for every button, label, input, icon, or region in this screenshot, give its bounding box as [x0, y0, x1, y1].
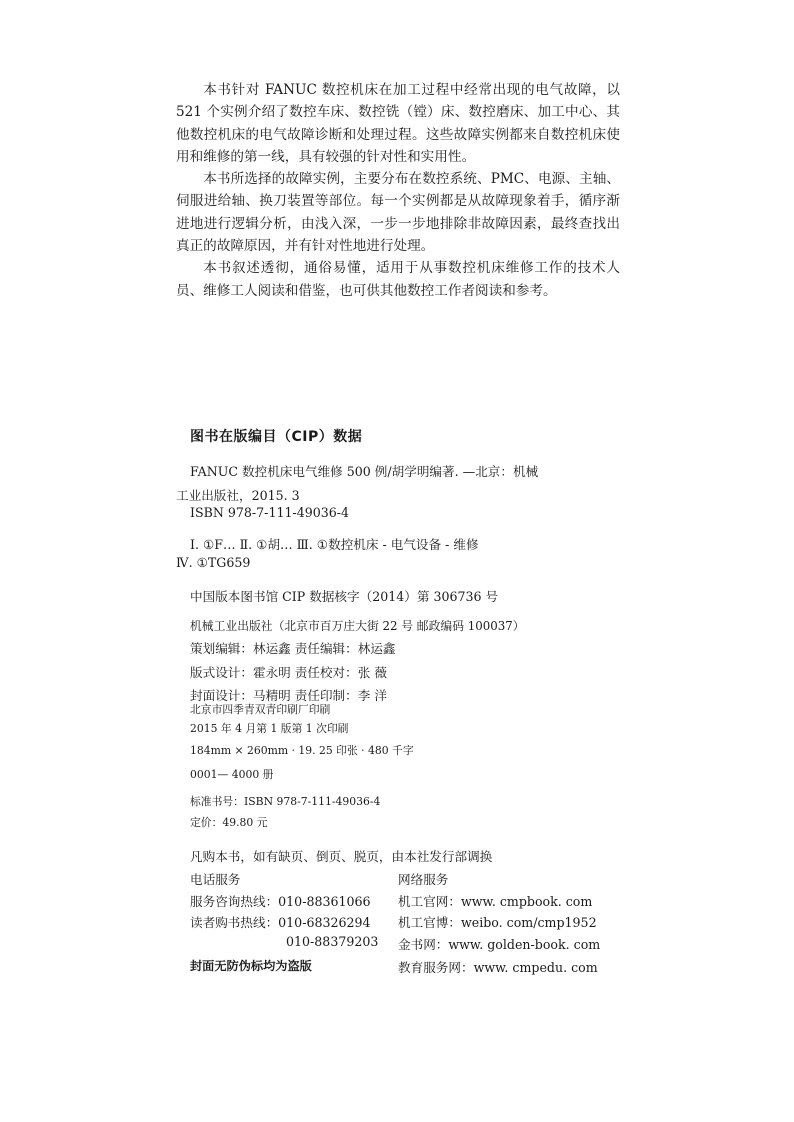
std-number: 标准书号：ISBN 978-7-111-49036-4 — [190, 795, 381, 808]
cip-record-line2: 工业出版社，2015. 3 — [176, 488, 300, 503]
hotline: 服务咨询热线：010-88361066 — [190, 894, 371, 909]
cip-record-line1: FANUC 数控机床电气维修 500 例/胡学明编著. —北京：机械 — [190, 464, 539, 479]
phone-heading: 电话服务 — [190, 872, 241, 887]
format: 184mm × 260mm · 19. 25 印张 · 480 千字 — [190, 744, 414, 757]
web-heading: 网络服务 — [398, 872, 449, 887]
site-weibo: 机工官博：weibo. com/cmp1952 — [398, 915, 597, 930]
layout-design: 版式设计：霍永明 责任校对：张 薇 — [190, 665, 387, 680]
intro-paragraph: 本书所选择的故障实例，主要分布在数控系统、PMC、电源、主轴、伺服进给轴、换刀装置等部位。每一个实例都是从故障现象着手，循序渐进地进行逻辑分析，由浅入深，一步一步地排除非故障因素，最终查找出真正的故障原因，并有针对性地进行处理。 — [176, 171, 620, 255]
cip-title: 图书在版编目（CIP）数据 — [190, 429, 363, 445]
cover-design: 封面设计：马精明 责任印制：李 洋 — [190, 688, 387, 703]
notice: 凡购本书，如有缺页、倒页、脱页，由本社发行部调换 — [190, 849, 493, 864]
intro-paragraph: 本书针对 FANUC 数控机床在加工过程中经常出现的电气故障，以521 个实例介绍了数控车床、数控铣（镗）床、数控磨床、加工中心、其他数控机床的电气故障诊断和处理过程。这些故障实例都来自数控机床使用和维修的第一线，具有较强的针对性和实用性。 — [176, 82, 620, 165]
site-cmpbook: 机工官网：www. cmpbook. com — [398, 894, 593, 909]
edition: 2015 年 4 月第 1 版第 1 次印刷 — [190, 722, 349, 735]
cip-number: 中国版本图书馆 CIP 数据核字（2014）第 306736 号 — [190, 589, 499, 604]
cip-class-line2: Ⅳ. ①TG659 — [176, 555, 251, 570]
site-golden-book: 金书网：www. golden-book. com — [398, 937, 601, 952]
print-run: 0001— 4000 册 — [190, 768, 274, 781]
extra-phone: 010-88379203 — [286, 934, 379, 949]
site-cmpedu: 教育服务网：www. cmpedu. com — [398, 960, 598, 975]
reader-hotline: 读者购书热线：010-68326294 — [190, 915, 371, 930]
planning-editor: 策划编辑：林运鑫 责任编辑：林运鑫 — [190, 641, 396, 656]
printer: 北京市四季青双青印刷厂印刷 — [190, 703, 331, 716]
intro-paragraph: 本书叙述透彻，通俗易懂，适用于从事数控机床维修工作的技术人员、维修工人阅读和借鉴，也可供其他数控工作者阅读和参考。 — [176, 260, 620, 299]
cip-isbn: ISBN 978-7-111-49036-4 — [190, 505, 350, 520]
anti-piracy-note: 封面无防伪标均为盗版 — [190, 959, 312, 973]
publisher-name: 机械工业出版社（北京市百万庄大街 22 号 邮政编码 100037） — [190, 619, 525, 633]
intro-text — [176, 79, 620, 302]
cip-class-line1: Ⅰ. ①F… Ⅱ. ①胡… Ⅲ. ①数控机床 - 电气设备 - 维修 — [190, 537, 479, 552]
price: 定价：49.80 元 — [190, 816, 268, 829]
